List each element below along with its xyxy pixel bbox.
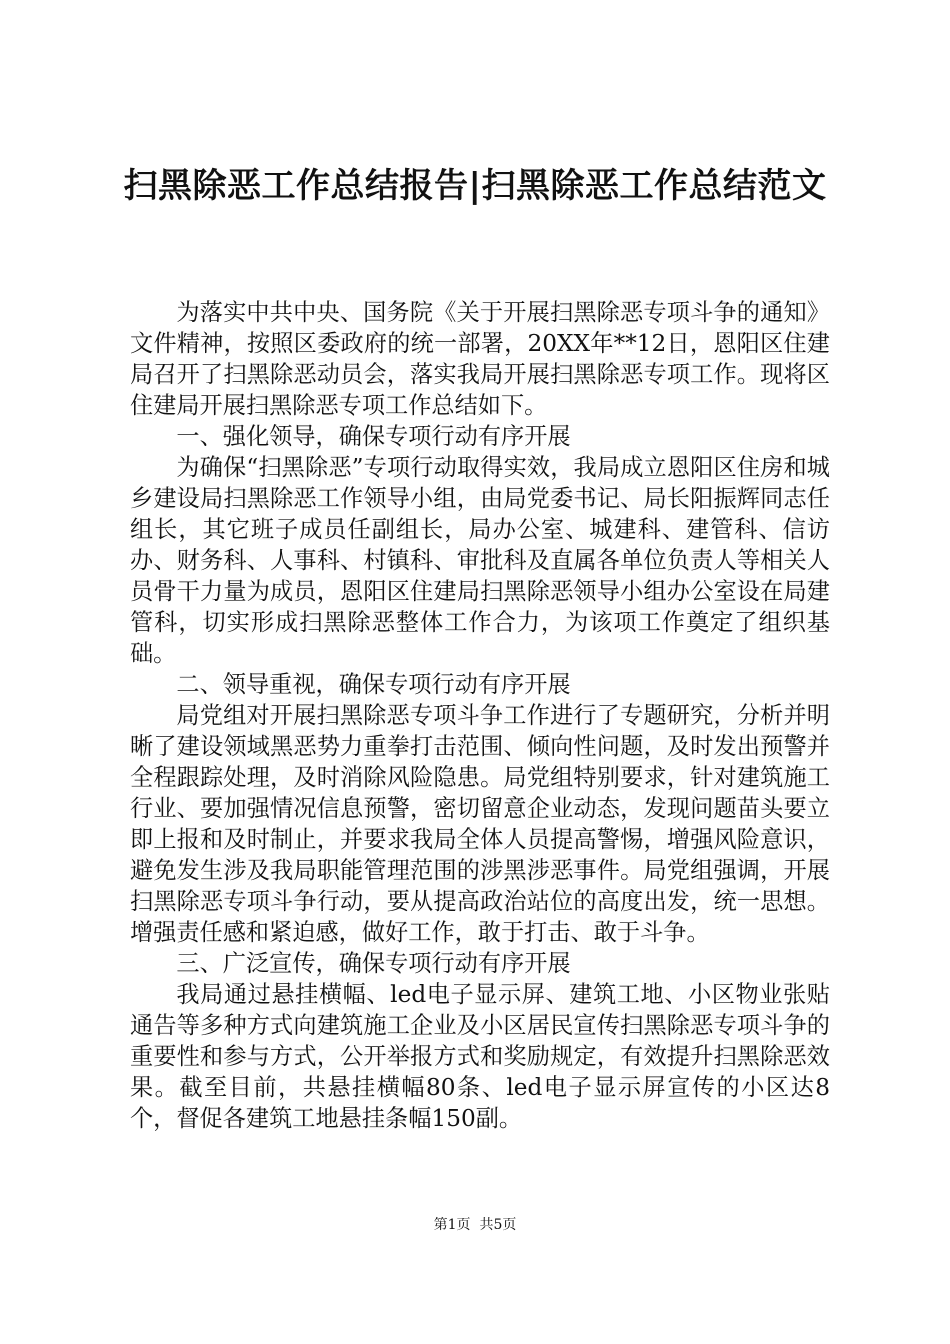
- document-body: [130, 297, 830, 1134]
- paragraph-intro: 为落实中共中央、国务院《关于开展扫黑除恶专项斗争的通知》文件精神，按照区委政府的统一部署，20XX年**12日，恩阳区住建局召开了扫黑除恶动员会，落实我局开展扫黑除恶专项工作。现将区住建局开展扫黑除恶专项工作总结如下。: [130, 299, 830, 419]
- paragraph-section-3: 我局通过悬挂横幅、led电子显示屏、建筑工地、小区物业张贴通告等多种方式向建筑施工企业及小区居民宣传扫黑除恶专项斗争的重要性和参与方式，公开举报方式和奖励规定，有效提升扫黑除恶效果。截至目前，共悬挂横幅80条、led电子显示屏宣传的小区达8个，督促各建筑工地悬挂条幅150副。: [130, 981, 830, 1132]
- paragraph-section-2: 局党组对开展扫黑除恶专项斗争工作进行了专题研究，分析并明晰了建设领域黑恶势力重拳打击范围、倾向性问题，及时发出预警并全程跟踪处理，及时消除风险隐患。局党组特别要求，针对建筑施工行业、要加强情况信息预警，密切留意企业动态，发现问题苗头要立即上报和及时制止，并要求我局全体人员提高警惕，增强风险意识，避免发生涉及我局职能管理范围的涉黑涉恶事件。局党组强调，开展扫黑除恶专项斗争行动，要从提高政治站位的高度出发，统一思想。增强责任感和紧迫感，做好工作，敢于打击、敢于斗争。: [130, 702, 830, 946]
- section-heading-2: 二、领导重视，确保专项行动有序开展: [176, 671, 571, 698]
- section-heading-3: 三、广泛宣传，确保专项行动有序开展: [176, 950, 571, 977]
- section-heading-1: 一、强化领导，确保专项行动有序开展: [176, 423, 571, 450]
- paragraph-section-1: 为确保“扫黑除恶”专项行动取得实效，我局成立恩阳区住房和城乡建设局扫黑除恶工作领导小组，由局党委书记、局长阳振辉同志任组长，其它班子成员任副组长，局办公室、城建科、建管科、信访办、财务科、人事科、村镇科、审批科及直属各单位负责人等相关人员骨干力量为成员，恩阳区住建局扫黑除恶领导小组办公室设在局建管科，切实形成扫黑除恶整体工作合力，为该项工作奠定了组织基础。: [130, 454, 830, 667]
- page-footer: [0, 1215, 950, 1235]
- page-number-label: 第1页 共5页: [433, 1217, 517, 1233]
- document-title: 扫黑除恶工作总结报告|扫黑除恶工作总结范文: [123, 166, 827, 206]
